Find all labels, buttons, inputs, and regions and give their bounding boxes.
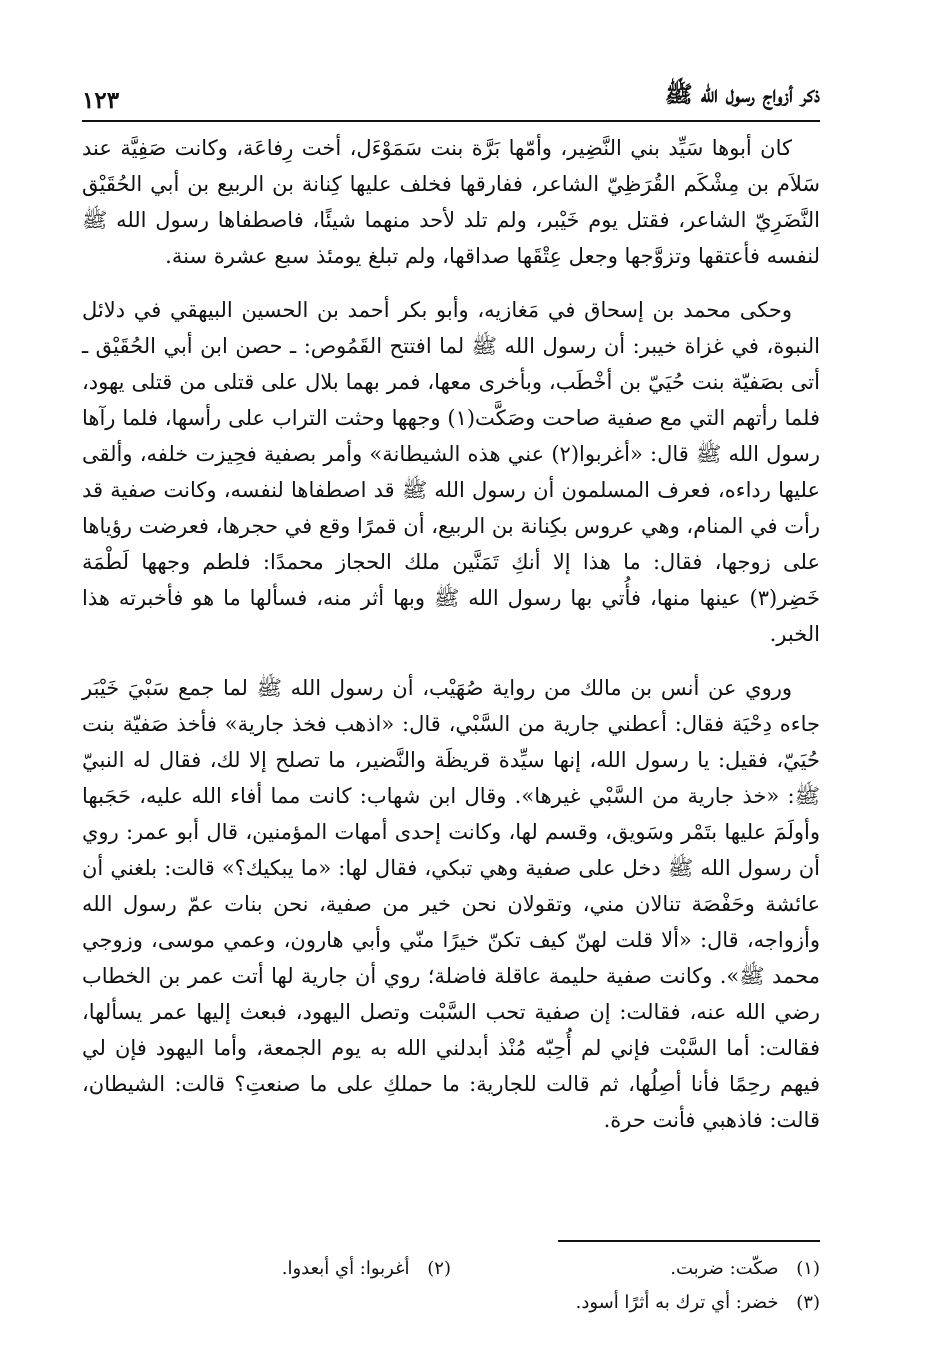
footnote-divider	[558, 1240, 820, 1242]
paragraph: وحكى محمد بن إسحاق في مَغازيه، وأبو بكر أحمد بن الحسين البيهقي في دلائل النبوة، في غزاة خيبر: أن رسول الله ﷺ لما افتتح القَمُوص: ـ حصن ابن أبي الحُقَيْق ـ أتى بصَفيّة بنت حُيَيّ بن أخْطَب، وبأخرى معها، فمر بهما بلال على قتلى من قتلى يهود، فلما رأتهم التي مع صفية صاحت وصَكَّت(١) وجهها وحثت التراب على رأسها، فلما رآها رسول الله ﷺ قال: «أغربوا(٢) عني هذه الشيطانة» وأمر بصفية فحِيزت خلفه، وألقى عليها رداءه، فعرف المسلمون أن رسول الله ﷺ قد اصطفاها لنفسه، وكانت صفية قد رأت في المنام، وهي عروس بكِنانة بن الربيع، أن قمرًا وقع في حجرها، فعرضت رؤياها على زوجها، فقال: ما هذا إلا أنكِ تَمَنَّين ملك الحجاز محمدًا: فلطم وجهها لَطْمَة خَضِر(٣) عينها منها، فأُتي بها رسول الله ﷺ وبها أثر منه، فسألها ما هو فأخبرته هذا الخبر.	[82, 298, 820, 646]
footnote-text: خضر: أي ترك به أثرًا أسود.	[575, 1292, 779, 1313]
page-header	[82, 78, 820, 122]
footnote-row	[82, 1286, 820, 1320]
running-title: ذكر أزواج رسول الله ﷺ	[664, 81, 820, 108]
footnote-number: (٣)	[796, 1292, 820, 1313]
main-text	[82, 130, 820, 1156]
footnote-text: صكّت: ضربت.	[670, 1258, 779, 1279]
page-number: ١٢٣	[82, 87, 120, 114]
footnote-item	[451, 1286, 820, 1320]
paragraph: وروي عن أنس بن مالك من رواية صُهَيْب، أن رسول الله ﷺ لما جمع سَبْيَ خَيْبَر جاءه دِحْيَة فقال: أعطني جارية من السَّبْي، قال: «اذهب فخذ جارية» فأخذ صَفيّة بنت حُيَيّ، فقيل: يا رسول الله، إنها سيِّدة قريظَة والنَّضير، ما تصلح إلا لك، فقال له النبيّ ﷺ: «خذ جارية من السَّبْي غيرها». وقال ابن شهاب: كانت مما أفاء الله عليه، حَجَبها وأولَمَ عليها بتَمْر وسَويق، وقسم لها، وكانت إحدى أمهات المؤمنين، قال أبو عمر: روي أن رسول الله ﷺ دخل على صفية وهي تبكي، فقال لها: «ما يبكيك؟» قالت: بلغني أن عائشة وحَفْصَة تنالان مني، وتقولان نحن خير من صفية، نحن بنات عمّ رسول الله وأزواجه، قال: «ألا قلت لهنّ كيف تكنّ خيرًا منّي وأبي هارون، وعمي موسى، وزوجي محمد ﷺ». وكانت صفية حليمة عاقلة فاضلة؛ روي أن جارية لها أتت عمر بن الخطاب رضي الله عنه، فقالت: إن صفية تحب السَّبْت وتصل اليهود، فبعث إليها عمر يسألها، فقالت: أما السَّبْت فإني لم أُحِبّه مُنْذ أبدلني الله به يوم الجمعة، وأما اليهود فإن لي فيهم رحِمًا فأنا أصِلُها، ثم قالت للجارية: ما حملكِ على ما صنعتِ؟ قالت: الشيطان، قالت: فاذهبي فأنت حرة.	[82, 676, 820, 1132]
footnote-text: أغربوا: أي أبعدوا.	[281, 1258, 410, 1279]
footnote-number: (٢)	[427, 1258, 451, 1279]
footnote-item	[451, 1252, 820, 1286]
paragraph: كان أبوها سَيِّد بني النَّضِير، وأمّها بَرَّة بنت سَمَوْءَل، أخت رِفاعَة، وكانت صَفِيَّة عند سَلاَم بن مِشْكَم القُرَظِيّ الشاعر، ففارقها فخلف عليها كِنانة بن الربيع بن أبي الحُقَيْق النَّضَرِيّ الشاعر، فقتل يوم خَيْبر، ولم تلد لأحد منهما شيئًا، فاصطفاها رسول الله ﷺ لنفسه فأعتقها وتزوَّجها وجعل عِتْقَها صداقها، ولم تبلغ يومئذ سبع عشرة سنة.	[82, 136, 820, 268]
footnote-number: (١)	[796, 1258, 820, 1279]
footnote-row	[82, 1252, 820, 1286]
footnote-item	[82, 1252, 451, 1286]
footnotes	[82, 1252, 820, 1320]
